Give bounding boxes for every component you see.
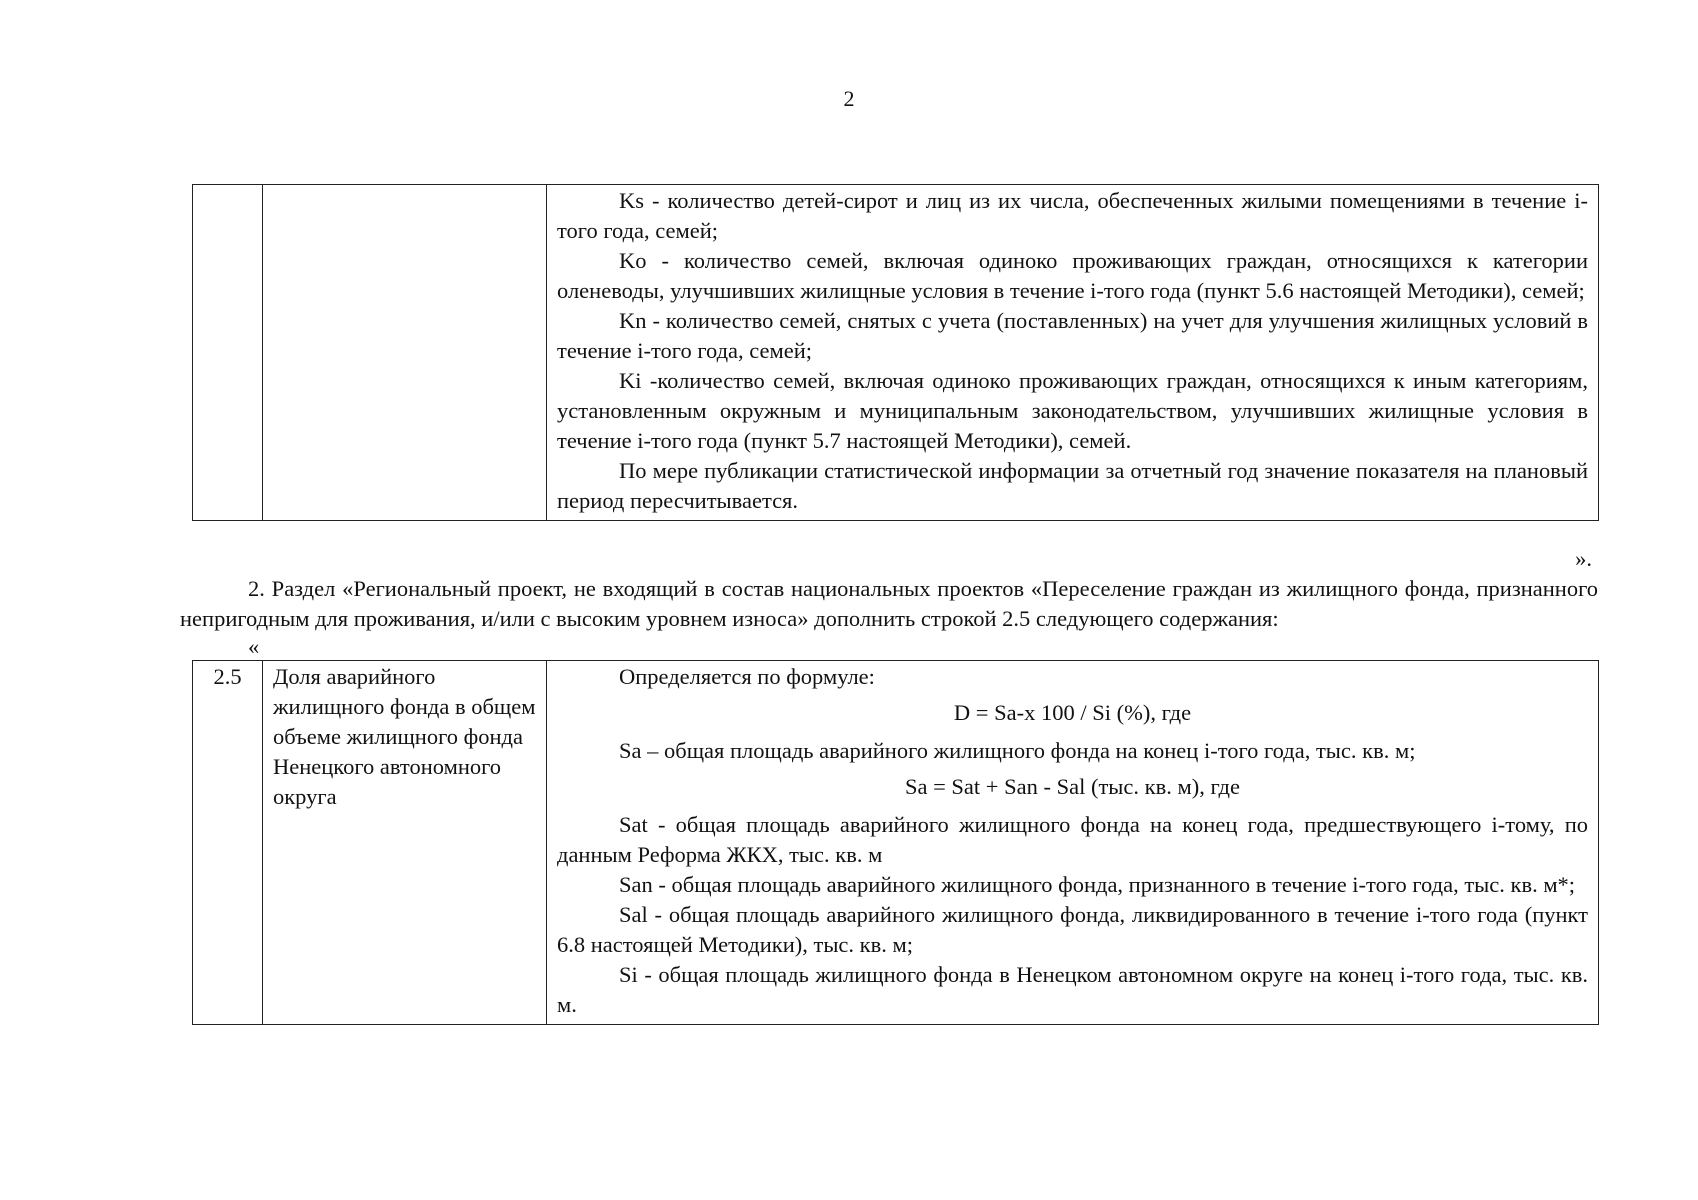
indicator-name: Доля аварийного жилищного фонда в общем объеме жилищного фонда Ненецкого автономного округа (263, 661, 547, 1025)
definition-ki: Ki -количество семей, включая одиноко проживающих граждан, относящихся к иным категориям, установленным окружным и муниципальным законодательством, улучшивших жилищные условия в течение i-того года (пункт 5.7 настоящей Методики), семей. (557, 368, 1588, 453)
indicator-table-new-row (192, 660, 1599, 1025)
table-row (193, 185, 1599, 521)
formula-intro: Определяется по формуле: (619, 664, 875, 689)
table-cell-method (547, 661, 1599, 1025)
row-number: 2.5 (193, 661, 263, 1025)
table-cell-method (547, 185, 1599, 521)
formula-d: D = Sa-x 100 / Si (%), где (953, 700, 1192, 725)
definition-ko: Ko - количество семей, включая одиноко проживающих граждан, относящихся к категории оленеводы, улучшивших жилищные условия в течение i-того года (пункт 5.6 настоящей Методики), семей; (557, 248, 1588, 303)
definition-sa: Sa – общая площадь аварийного жилищного фонда на конец i-того года, тыс. кв. м; (619, 738, 1416, 763)
indicator-table-continued (192, 184, 1599, 521)
table-cell-name (263, 185, 547, 521)
definition-kn: Kn - количество семей, снятых с учета (поставленных) на учет для улучшения жилищных условий в течение i-того года, семей; (557, 308, 1588, 363)
closing-quote: ». (1575, 546, 1592, 571)
amendment-paragraph: 2. Раздел «Региональный проект, не входящий в состав национальных проектов «Переселение граждан из жилищного фонда, признанного непригодным для проживания, и/или с высоким уровнем износа» дополнить строкой 2.5 следующего содержания: (180, 576, 1598, 631)
page-number: 2 (843, 86, 855, 111)
definition-sal: Sal - общая площадь аварийного жилищного фонда, ликвидированного в течение i-того года (пункт 6.8 настоящей Методики), тыс. кв. м; (557, 902, 1588, 957)
table-cell-number (193, 185, 263, 521)
formula-sa: Sa = Sat + San - Sal (тыс. кв. м), где (904, 774, 1240, 799)
table-row (193, 661, 1599, 1025)
definition-sat: Sat - общая площадь аварийного жилищного фонда на конец года, предшествующего i-тому, по данным Реформа ЖКХ, тыс. кв. м (557, 812, 1588, 867)
opening-quote: « (248, 634, 260, 659)
recalculation-note: По мере публикации статистической информации за отчетный год значение показателя на плановый период пересчитывается. (557, 458, 1588, 513)
definition-san: San - общая площадь аварийного жилищного фонда, признанного в течение i-того года, тыс. кв. м*; (619, 872, 1576, 897)
definition-ks: Ks - количество детей-сирот и лиц из их числа, обеспеченных жилыми помещениями в течение i-того года, семей; (557, 188, 1588, 243)
definition-si: Si - общая площадь жилищного фонда в Ненецком автономном округе на конец i-того года, тыс. кв. м. (557, 962, 1588, 1017)
